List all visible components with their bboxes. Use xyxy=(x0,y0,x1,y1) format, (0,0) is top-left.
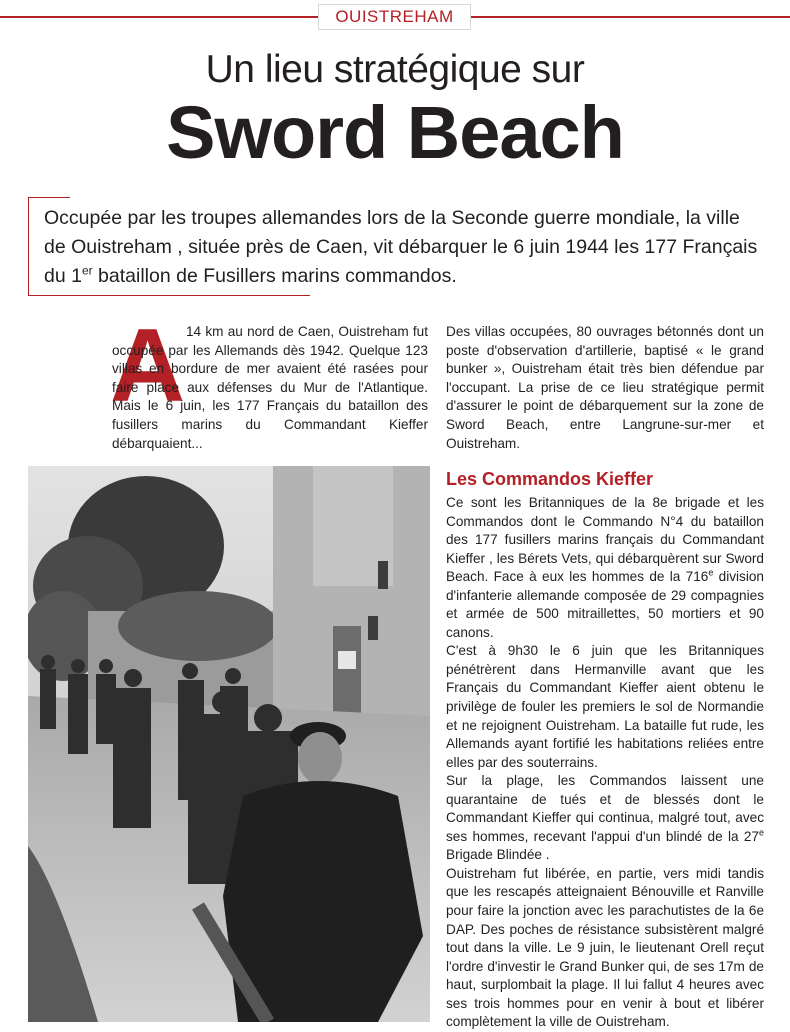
title-line-2: Sword Beach xyxy=(166,91,624,174)
commandos-photo-illustration xyxy=(28,466,430,1022)
article-body xyxy=(446,494,764,1032)
drop-cap: A xyxy=(110,308,186,424)
body-paragraph-1 xyxy=(446,494,764,642)
body-p3-text-a: Sur la plage, les Commandos laissent une quarantaine de tués et de blessés dont le Commandant Kieffer qui continua, malgré tout, avec ses hommes, recevant l'appui d'un blindé de la 27 xyxy=(446,773,764,844)
lead-frame-left xyxy=(28,197,29,295)
body-p1-superscript: e xyxy=(708,567,714,578)
lead-frame-bottom xyxy=(28,295,310,296)
section-heading: Les Commandos Kieffer xyxy=(446,469,654,489)
body-paragraph-2: C'est à 9h30 le 6 juin que les Britanniques pénétrèrent dans Hermanville avant que les Français du Commandant Kieffer aient obtenu le privilège de fouler les premiers le sol de Normandie et ne rejoignent Ouistreham. La bataille fut rude, les Allemands ayant fortifié les habitations reliées entre elles par des souterrains. xyxy=(446,643,764,770)
lead-text-a: Occupée par les troupes allemandes lors de la Seconde guerre mondiale, la ville de Ouistreham , située près de Caen, vit débarquer le 6 juin 1944 les 177 Français du 1 xyxy=(44,207,758,287)
header-rule-left xyxy=(0,16,318,18)
body-p3-superscript: e xyxy=(758,827,764,838)
title-line-1: Un lieu stratégique sur xyxy=(205,48,585,91)
body-p1-text-a: Ce sont les Britanniques de la 8e brigade et les Commandos dont le Commando N°4 du bataillon des 177 fusillers marins français du Commandant Kieffer , les Bérets Vets, qui débarquèrent sur Sword Beach. Face à eux les hommes de la 716 xyxy=(446,495,764,585)
body-paragraph-4: Ouistreham fut libérée, en partie, vers midi tandis que les rescapés atteignaient Bénouville et Ranville pour faire la jonction avec les parachutistes de la 6e DAP. Des poches de résistance subsistèrent malgré tout dans la ville. Le 9 juin, le lieutenant Orell reçut l'ordre d'investir le Grand Bunker qui, de ses 17m de haut, surplombait la plage. Il lui fallut 4 heures avec ses trois hommes pour en venir à bout et libérer complètement la ville de Ouistreham. xyxy=(446,865,764,1030)
intro-continued: Des villas occupées, 80 ouvrages bétonnés dont un poste d'observation d'artillerie, baptisé « le grand bunker », Ouistreham était très bien défendue par l'occupant. La prise de ce lieu stratégique permit d'assurer le point de débarquement sur la zone de Sword Beach, entre Langrune-sur-mer et Ouistreham. xyxy=(446,324,764,451)
commandos-photo xyxy=(28,466,430,1022)
header-rule-right xyxy=(471,16,790,18)
body-p3-text-b: Brigade Blindée . xyxy=(446,847,550,863)
lead-frame-top xyxy=(28,197,70,198)
section-label: OUISTREHAM xyxy=(318,4,471,30)
intro-paragraph: 14 km au nord de Caen, Ouistreham fut occupée par les Allemands dès 1942. Quelque 123 villas en bordure de mer avaient été rasées pour faire place aux défenses du Mur de l'Atlantique. Mais le 6 juin, les 177 Français du bataillon des fusillers marins du Commandant Kieffer débarquaient... xyxy=(112,324,428,451)
body-p1-text-b: division d'infanterie allemande composée de 29 compagnies et armée de 500 mitraillettes, 50 mortiers et 90 canons. xyxy=(446,569,764,640)
body-paragraph-3 xyxy=(446,772,764,865)
lead-paragraph xyxy=(44,204,764,291)
lead-text-b: bataillon de Fusillers marins commandos. xyxy=(92,265,457,287)
lead-superscript: er xyxy=(81,263,93,278)
